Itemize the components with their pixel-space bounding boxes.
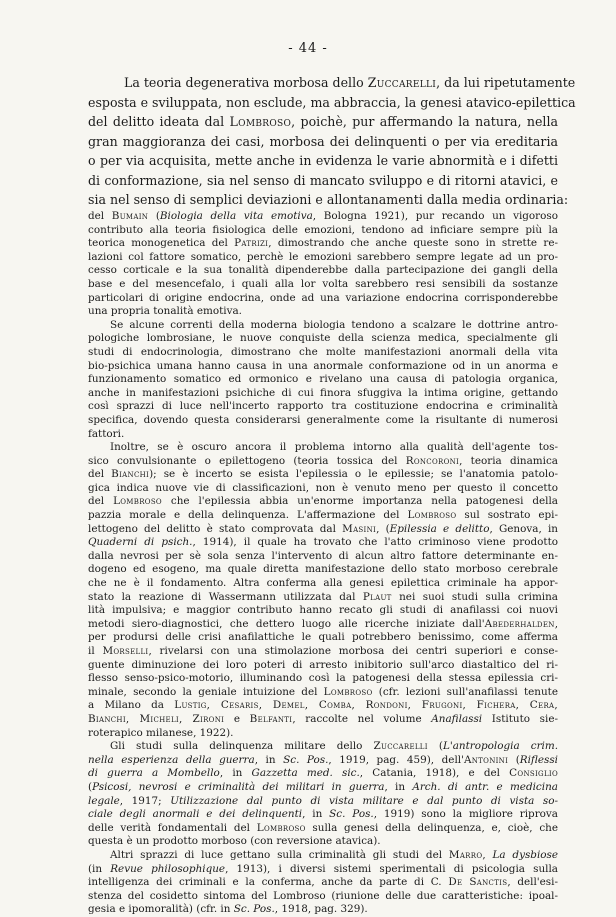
footnote-line bbox=[88, 468, 558, 482]
text-run: sico convulsionante o epilettogeno (teoria tossica del bbox=[88, 454, 406, 467]
text-run: ( bbox=[88, 780, 93, 793]
footnote-line bbox=[88, 563, 558, 577]
text-run: , poichè, pur affermando la natura, nella bbox=[291, 114, 558, 129]
footnote-line bbox=[88, 822, 558, 836]
footnote-line bbox=[88, 699, 558, 713]
footnote-line bbox=[88, 346, 558, 360]
text-run: sia nel senso di semplici deviazioni e allontanamenti dalla media ordinaria: bbox=[88, 192, 569, 207]
footnote-line bbox=[88, 863, 558, 877]
text-run: gran maggioranza dei casi, morbosa dei delinquenti o per via ereditaria bbox=[88, 133, 558, 149]
footnote-line bbox=[88, 224, 558, 238]
text-run: minale, secondo la geniale intuizione del bbox=[88, 685, 324, 698]
text-run: particolari di origine endocrina, onde ad una variazione endocrina corrisponderebbe bbox=[88, 291, 558, 304]
text-run: cesso corticale e la sua tonalità dipenderebbe dalla partecipazione dei gangli della bbox=[88, 264, 558, 277]
text-run: a Milano da bbox=[88, 699, 175, 712]
text-run: anche in manifestazioni psichiche di cui finora sfuggiva la intima origine, gettando bbox=[88, 386, 558, 399]
text-run: Inoltre, se è oscuro ancora il problema intorno alla qualità dell'agente tos- bbox=[110, 441, 558, 454]
footnote-line bbox=[88, 604, 558, 618]
text-run: , 1913), i diversi sistemi sperimentali di psicologia sulla bbox=[225, 862, 558, 875]
text-run: metodi siero-diagnostici, che dettero luogo alle ricerche iniziate dall' bbox=[88, 617, 485, 630]
text-run: (cfr. lezioni sull'anafilassi tenute bbox=[372, 685, 558, 698]
footnote-line bbox=[88, 495, 558, 509]
small-caps-name: Marro bbox=[448, 848, 483, 861]
footnote-line bbox=[88, 781, 558, 795]
small-caps-name: Consiglio bbox=[509, 767, 558, 780]
text-run: gesia e ipomoralità) (cfr. in bbox=[88, 903, 234, 916]
footnote-line bbox=[88, 618, 558, 632]
text-run: , bbox=[554, 617, 558, 630]
text-run: teorica monogenetica del bbox=[88, 237, 235, 250]
main-text-line bbox=[88, 73, 576, 93]
text-run: pazzia morale e della delinquenza. L'affermazione del bbox=[88, 509, 408, 522]
text-run: Gli studi sulla delinquenza militare dello bbox=[110, 740, 374, 753]
text-run: delle verità fondamentali del bbox=[88, 821, 257, 834]
text-run: che ne è il fondamento. Altra conferma alla genesi epilettica criminale ha appor- bbox=[88, 577, 558, 590]
footnote-line bbox=[88, 387, 558, 401]
text-run: , in bbox=[219, 767, 252, 780]
footnote-line bbox=[88, 767, 558, 781]
italic-run: Sc. Pos. bbox=[329, 808, 374, 821]
text-run: , dell'esi- bbox=[507, 876, 558, 889]
footnote-line bbox=[88, 373, 558, 387]
small-caps-name: Lustig, Cesaris, Demel, Comba, Rondoni, Frugoni, Fichera, Cera, bbox=[174, 699, 558, 712]
footnote-line bbox=[88, 808, 558, 822]
text-run: bio-psichica umana hanno causa in una anormale conformazione od in un anorma e bbox=[88, 359, 558, 372]
small-caps-name: Belfanti bbox=[249, 712, 293, 725]
italic-run: nella esperienza della guerra bbox=[88, 753, 255, 766]
text-run: studi di endocrinologia, dimostrano che molte manifestazioni anormali della vita bbox=[88, 345, 558, 358]
text-run: questa è un prodotto morboso (con reversione atavica). bbox=[88, 835, 381, 848]
small-caps-name: Antonini bbox=[463, 753, 509, 766]
footnote-line bbox=[88, 890, 558, 904]
page-number: - 44 - bbox=[288, 41, 328, 56]
text-run: lità impulsiva; e maggior contributo hanno recato gli studi di anafilassi coi nuovi bbox=[88, 604, 558, 617]
footnote-line bbox=[88, 441, 558, 455]
footnote-line bbox=[88, 591, 558, 605]
footnote-line bbox=[88, 645, 558, 659]
footnote-line bbox=[88, 659, 558, 673]
italic-run: Biologia della vita emotiva bbox=[159, 210, 313, 222]
text-run: , Bologna 1921), pur recando un vigoroso bbox=[312, 210, 558, 222]
text-run: , in bbox=[254, 753, 284, 766]
small-caps-name: Patrizi bbox=[234, 237, 269, 250]
footnote-line bbox=[88, 876, 558, 890]
italic-run: Sc. Pos. bbox=[233, 903, 275, 916]
italic-run: L'antropologia crim. bbox=[442, 740, 559, 753]
main-text-line bbox=[88, 171, 558, 191]
text-run: lettogeno del delitto è stato comprovata dal bbox=[88, 522, 343, 535]
text-run: ( bbox=[148, 210, 160, 222]
text-run: , 1914), il quale ha trovato che l'atto criminoso viene prodotto bbox=[192, 536, 559, 549]
small-caps-name: Zuccarelli bbox=[373, 740, 428, 753]
italic-run: Anafilassi bbox=[431, 712, 483, 725]
footnote-line bbox=[88, 264, 558, 278]
text-run: dalla nevrosi per sè sola senza l'intervento di alcun altro fattore determinante en- bbox=[88, 549, 558, 562]
italic-run: Revue philosophique bbox=[110, 862, 226, 875]
small-caps-name: Lombroso bbox=[256, 821, 306, 834]
text-run: roterapico milanese, 1922). bbox=[88, 726, 234, 739]
footnote-line bbox=[88, 305, 558, 319]
italic-run: legale bbox=[88, 794, 120, 807]
text-run: sulla genesi della delinquenza, e, cioè, che bbox=[305, 821, 558, 834]
footnote-line bbox=[88, 631, 558, 645]
italic-run: Utilizzazione dal punto di vista militare e dal punto di vista so- bbox=[170, 794, 559, 807]
text-run: sul sostrato epi- bbox=[456, 509, 558, 522]
text-run: , 1919) sono la migliore riprova bbox=[373, 808, 558, 821]
footnote-line bbox=[88, 360, 558, 374]
text-run: del bbox=[88, 468, 112, 481]
small-caps-name: Bianchi bbox=[111, 468, 150, 481]
small-caps-name: Bianchi, Micheli, Zironi bbox=[88, 712, 225, 725]
text-run: ( bbox=[508, 753, 520, 766]
text-run: lazioni col fattore somatico, perchè le emozioni sarebbero sempre legate ad un pro- bbox=[88, 250, 558, 263]
footnote-line bbox=[88, 428, 558, 442]
main-text-line bbox=[88, 112, 558, 132]
footnote-line bbox=[88, 400, 558, 414]
footnote-line bbox=[88, 455, 558, 469]
italic-run: Quaderni di psich. bbox=[88, 536, 193, 549]
small-caps-name: Lombroso bbox=[407, 509, 457, 522]
text-run: ); se è incerto se esista l'epilessia o le epilessie; se l'anatomia patolo- bbox=[149, 468, 558, 481]
footnote-line bbox=[88, 835, 558, 849]
small-caps-name: Zuccarelli bbox=[367, 75, 437, 90]
text-run: del bbox=[88, 210, 112, 222]
text-run: così sprazzi di luce nell'incerto rapporto tra costituzione endocrina e criminalità bbox=[88, 400, 558, 413]
footnote-line bbox=[88, 278, 558, 292]
small-caps-name: Lombroso bbox=[323, 685, 373, 698]
footnote-line bbox=[88, 795, 558, 809]
italic-run: ciale degli anormali e dei delinquenti bbox=[88, 808, 303, 821]
text-run: base e del mesencefalo, i quali alla lor volta sarebbero resi sensibili da sostanze bbox=[88, 277, 558, 290]
text-run: specifica, dovendo questa considerarsi generalmente come la risultante di numerosi bbox=[88, 413, 558, 426]
small-caps-name: Lombroso bbox=[229, 114, 292, 129]
text-run: gica indica nuove vie di classificazioni, non è venuto meno per questo il concetto bbox=[88, 481, 558, 494]
italic-run: Arch. di antr. e medicina bbox=[412, 780, 558, 793]
footnote-line bbox=[88, 482, 558, 496]
footnote-line bbox=[88, 210, 558, 224]
text-run: , bbox=[482, 848, 493, 861]
text-run: , Catania, 1918), e del bbox=[359, 767, 510, 780]
footnote-line bbox=[88, 251, 558, 265]
footnote-line bbox=[88, 550, 558, 564]
small-caps-name: Morselli bbox=[102, 645, 149, 657]
text-run: , in bbox=[384, 780, 413, 793]
main-text-line bbox=[88, 132, 558, 152]
text-run: , rivelarsi con una stimolazione morbosa dei centri superiori e conse- bbox=[148, 645, 559, 657]
small-caps-name: Plaut bbox=[362, 590, 392, 603]
italic-run: Epilessia e delitto bbox=[389, 522, 490, 535]
text-run: una propria tonalità emotiva. bbox=[88, 305, 242, 318]
footnote-line bbox=[88, 509, 558, 523]
footnote-line bbox=[88, 577, 558, 591]
text-run: , teoria dinamica bbox=[459, 454, 558, 467]
small-caps-name: Roncoroni bbox=[405, 454, 460, 467]
text-run: del delitto ideata dal bbox=[88, 114, 230, 129]
text-run: , 1917; bbox=[119, 794, 171, 807]
text-run: per prodursi delle crisi anafilattiche le quali potrebbero benissimo, come afferma bbox=[88, 631, 558, 644]
text-run: stenza del cosidetto sintoma del Lombroso (riunione delle due caratteristiche: ipoal- bbox=[88, 889, 558, 902]
footnote-line bbox=[88, 523, 558, 537]
text-run: , 1918, pag. 329). bbox=[274, 903, 368, 916]
text-run: guente diminuzione dei loro poteri di arresto inibitorio sull'arco diastaltico del ri- bbox=[88, 658, 558, 671]
text-run: del bbox=[88, 495, 114, 508]
text-run: pologiche lombrosiane, le nuove conquiste della scienza medica, specialmente gli bbox=[88, 332, 558, 345]
main-text-line bbox=[88, 151, 558, 171]
text-run: dogeno ed esogeno, ma quale diretta manifestazione dello stato morboso cerebrale bbox=[88, 563, 558, 576]
footnote-line bbox=[88, 536, 558, 550]
text-run: , in bbox=[302, 808, 330, 821]
text-run: contributo alla teoria fisiologica delle emozioni, tendono ad inficiare sempre più la bbox=[88, 223, 558, 236]
text-run: che l'epilessia abbia un'enorme importanza nella patogenesi della bbox=[161, 495, 558, 508]
text-run: o per via acquisita, mette anche in evidenza le varie abnormità e i difetti bbox=[88, 153, 558, 168]
footnote-line bbox=[88, 849, 558, 863]
text-run: flesso senso-psico-motorio, illuminando così la patogenesi della stessa epilessia cri- bbox=[88, 672, 558, 685]
footnote-line bbox=[88, 319, 558, 333]
small-caps-name: De Sanctis bbox=[448, 876, 508, 889]
footnote-line bbox=[88, 686, 558, 700]
text-run: , dimostrando che anche queste sono in strette re- bbox=[268, 237, 558, 250]
text-run: esposta e sviluppata, non esclude, ma abbraccia, la genesi atavico-epilettica bbox=[88, 94, 576, 110]
text-run: , da lui ripetutamente bbox=[436, 75, 576, 90]
text-run: Istituto sie- bbox=[482, 712, 558, 725]
text-run: intelligenza dei criminali e la conferma, anche da parte di C. bbox=[88, 876, 449, 889]
italic-run: Psicosi, nevrosi e criminalità dei militari in guerra bbox=[92, 780, 385, 793]
footnote-line bbox=[88, 237, 558, 251]
footnote-line bbox=[88, 414, 558, 428]
text-run: funzionamento somatico ed ormonico e rivelano una causa di patologia organica, bbox=[88, 373, 558, 386]
small-caps-name: Bumain bbox=[111, 210, 149, 222]
text-run: , Genova, in bbox=[489, 522, 558, 535]
footnote-line bbox=[88, 332, 558, 346]
text-run: , 1919, pag. 459), dell' bbox=[328, 753, 464, 766]
small-caps-name: Lombroso bbox=[113, 495, 162, 508]
footnote-line bbox=[88, 727, 558, 741]
text-run: ( bbox=[427, 740, 443, 753]
text-run: nei suoi studi sulla crimina bbox=[391, 590, 559, 603]
italic-run: di guerra a Mombello bbox=[88, 767, 220, 780]
italic-run: La dysbiose bbox=[492, 848, 559, 861]
footnote-line bbox=[88, 740, 558, 754]
italic-run: Riflessi bbox=[519, 753, 558, 766]
text-run: , raccolte nel volume bbox=[292, 712, 432, 725]
text-run: (in bbox=[88, 862, 111, 875]
text-run: Altri sprazzi di luce gettano sulla criminalità gli studi del bbox=[110, 848, 449, 861]
footnote-line bbox=[88, 713, 558, 727]
footnote-block bbox=[88, 210, 558, 917]
text-run: fattori. bbox=[88, 427, 125, 440]
text-run: Se alcune correnti della moderna biologia tendono a scalzare le dottrine antro- bbox=[110, 318, 558, 331]
main-paragraph bbox=[88, 73, 576, 210]
text-run: il bbox=[88, 645, 103, 657]
small-caps-name: Abederhalden bbox=[484, 617, 555, 630]
main-text-line bbox=[88, 190, 569, 210]
text-run: La teoria degenerativa morbosa dello bbox=[124, 75, 368, 90]
text-run: di conformazione, sia nel senso di mancato sviluppo e di ritorni atavici, e bbox=[88, 172, 558, 188]
footnote-line bbox=[88, 672, 558, 686]
footnote-line bbox=[88, 754, 558, 768]
footnote-line bbox=[88, 903, 558, 917]
italic-run: Sc. Pos. bbox=[283, 753, 329, 766]
italic-run: Gazzetta med. sic. bbox=[251, 767, 360, 780]
small-caps-name: Masini bbox=[342, 522, 377, 535]
text-run: , ( bbox=[376, 522, 390, 535]
main-text-line bbox=[88, 93, 576, 113]
text-run: e bbox=[224, 712, 250, 725]
text-run: stato la reazione di Wassermann utilizzata dal bbox=[88, 590, 363, 603]
footnote-line bbox=[88, 292, 558, 306]
